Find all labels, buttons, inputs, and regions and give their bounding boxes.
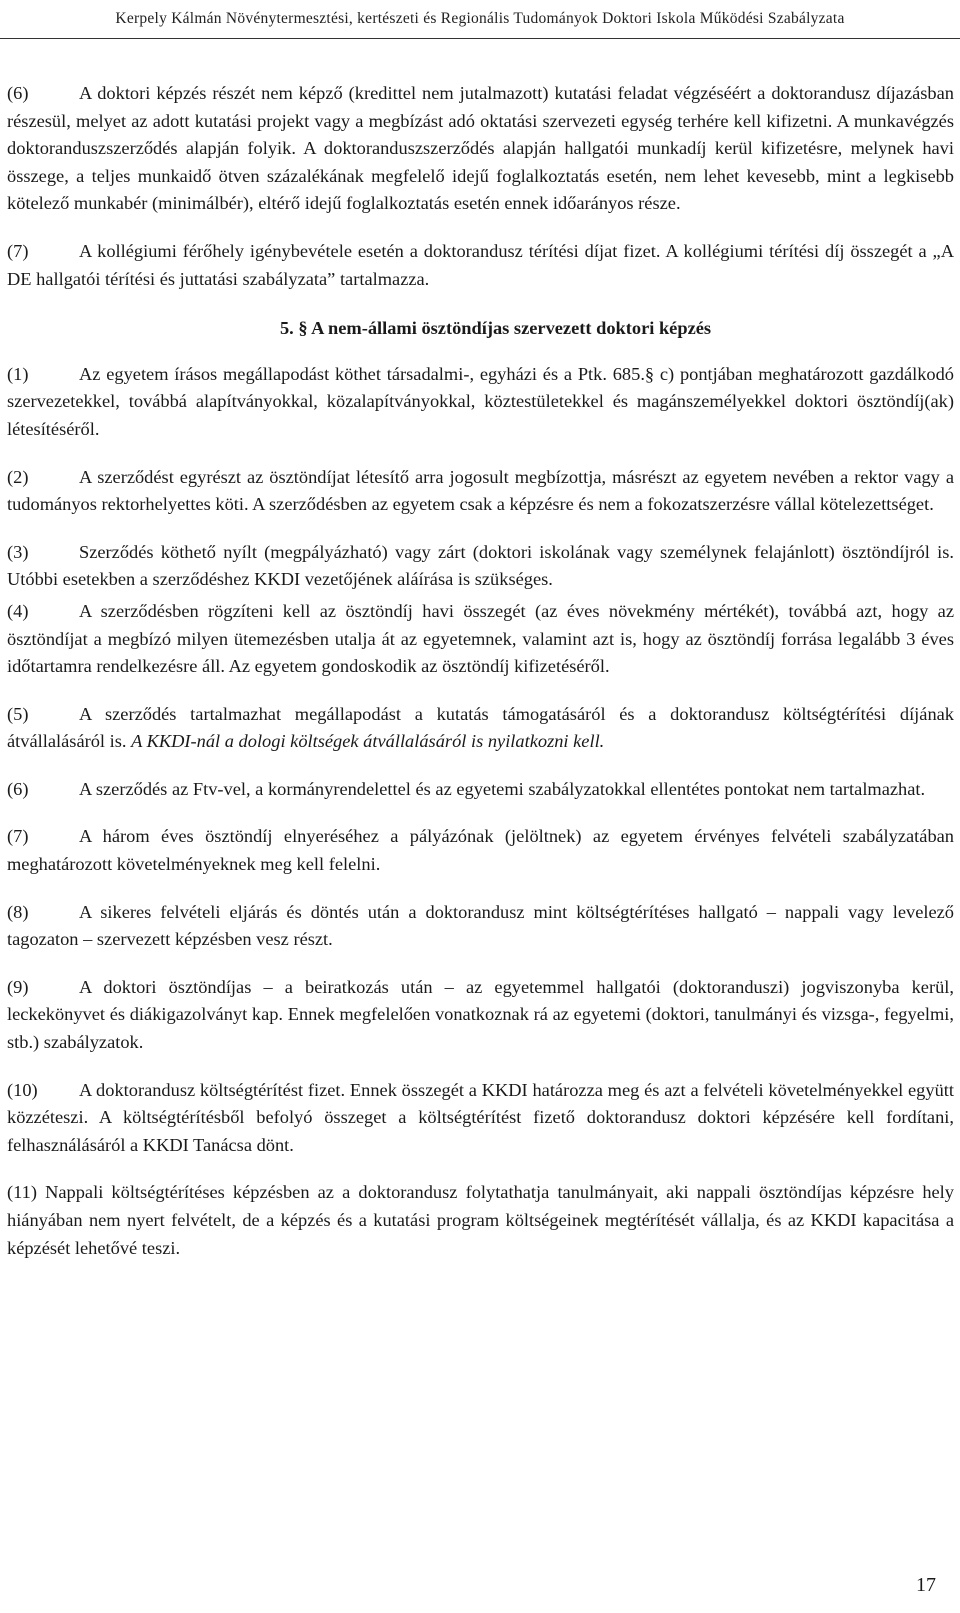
page-number: 17 bbox=[916, 1574, 936, 1596]
paragraph-number: (2) bbox=[7, 466, 29, 487]
paragraph-text: A kollégiumi férőhely igénybevétele esetén a doktorandusz térítési díjat fizet. A kollégiumi térítési díj összegét a „A DE hallgatói térítési és juttatási szabályzata” tartalmazza. bbox=[7, 240, 954, 289]
paragraph-text: A szerződést egyrészt az ösztöndíjat létesítő arra jogosult megbízottja, másrészt az egyetem nevében a rektor vagy a tudományos rektorhelyettes köti. A szerződésben az egyetem csak a képzésre és nem a fokozatszerzésre vállal kötelezettséget. bbox=[7, 466, 954, 515]
paragraph-5-8 bbox=[7, 899, 954, 954]
paragraph-number: (9) bbox=[7, 976, 29, 997]
paragraph-number: (7) bbox=[7, 826, 29, 847]
paragraph-number: (10) bbox=[7, 1079, 38, 1100]
section-heading: 5. § A nem-állami ösztöndíjas szervezett doktori képzés bbox=[279, 318, 712, 339]
running-header: Kerpely Kálmán Növénytermesztési, kertészeti és Regionális Tudományok Doktori Iskola Működési Szabályzata bbox=[115, 10, 845, 27]
paragraph-5-4 bbox=[7, 598, 954, 681]
paragraph-text: A sikeres felvételi eljárás és döntés után a doktorandusz mint költségtérítéses hallgató – nappali vagy levelező tagozaton – szervezett képzésben vesz részt. bbox=[7, 901, 954, 950]
paragraph-number: (3) bbox=[7, 541, 29, 562]
paragraph-number: (6) bbox=[7, 778, 29, 799]
paragraph-text: A doktori ösztöndíjas – a beiratkozás után – az egyetemmel hallgatói (doktoranduszi) jogviszonyba kerül, leckekönyvet és diákigazolványt kap. Ennek megfelelően vonatkoznak rá az egyetemi (doktori, tanulmányi és vizsga-, fegyelmi, stb.) szabályzatok. bbox=[7, 976, 954, 1053]
paragraph-5-2 bbox=[7, 464, 954, 519]
paragraph-4-6 bbox=[7, 80, 954, 218]
paragraph-5-10 bbox=[7, 1077, 954, 1160]
paragraph-number: (1) bbox=[7, 363, 29, 384]
paragraph-text: Szerződés köthető nyílt (megpályázható) vagy zárt (doktori iskolának vagy személynek felajánlott) ösztöndíjról is. Utóbbi esetekben a szerződéshez KKDI vezetőjének aláírása is szükséges. bbox=[7, 541, 954, 590]
paragraph-5-7 bbox=[7, 823, 954, 878]
paragraph-number: (4) bbox=[7, 600, 29, 621]
paragraph-5-11 bbox=[7, 1179, 954, 1262]
paragraph-5-1 bbox=[7, 361, 954, 444]
paragraph-text: A doktori képzés részét nem képző (kredittel nem jutalmazott) kutatási feladat végzéséért a doktorandusz díjazásban részesül, melyet az adott kutatási projekt vagy a megbízást adó oktatási szervezeti egység terhére kell kifizetni. A munkavégzés doktoranduszszerződés alapján folyik. A doktoranduszszerződés alapján hallgatói munkadíj kerül kifizetésre, melynek havi összege, a teljes munkaidő ötven százalékának megfelelő idejű foglalkoztatás esetén, nem lehet kevesebb, mint a legkisebb kötelező munkabér (minimálbér), eltérő idejű foglalkoztatás esetén ennek időarányos része. bbox=[7, 83, 954, 214]
paragraph-text: Az egyetem írásos megállapodást köthet társadalmi-, egyházi és a Ptk. 685.§ c) pontjában meghatározott gazdálkodó szervezetekkel, továbbá alapítványokkal, közalapítványokkal, köztestületekkel és magánszemélyekkel doktori ösztöndíj(ak) létesítéséről. bbox=[7, 363, 954, 439]
paragraph-5-5 bbox=[7, 701, 954, 756]
page-content bbox=[7, 80, 954, 1262]
paragraph-number: (7) bbox=[7, 240, 29, 261]
paragraph-text: A szerződés az Ftv-vel, a kormányrendelettel és az egyetemi szabályzatokkal ellentétes pontokat nem tartalmazhat. bbox=[79, 778, 926, 799]
paragraph-5-6 bbox=[7, 776, 954, 804]
paragraph-number: (6) bbox=[7, 83, 29, 103]
paragraph-text: A szerződés tartalmazhat megállapodást a kutatás támogatásáról és a doktorandusz költségtérítési díjának átvállalásáról is. bbox=[7, 703, 954, 752]
paragraph-number: (8) bbox=[7, 901, 29, 922]
paragraph-number: (11) bbox=[7, 1182, 37, 1203]
paragraph-4-7 bbox=[7, 238, 954, 293]
paragraph-text: A doktorandusz költségtérítést fizet. Ennek összegét a KKDI határozza meg és azt a felvételi követelményekkel együtt közzéteszi. A költségtérítésből befolyó összeget a költségtérítést fizető doktorandusz doktori képzésére kell fordítani, felhasználásáról a KKDI Tanácsa dönt. bbox=[7, 1079, 954, 1155]
paragraph-text: Nappali költségtérítéses képzésben az a doktorandusz folytathatja tanulmányait, aki nappali ösztöndíjas képzésre hely hiányában nem nyert felvételt, de a képzés és a kutatási program költségeinek megtérítését vállalja, és az KKDI kapacitása a képzését lehetővé teszi. bbox=[7, 1182, 954, 1258]
paragraph-5-9 bbox=[7, 974, 954, 1057]
paragraph-text: A szerződésben rögzíteni kell az ösztöndíj havi összegét (az éves növekmény mértékét), továbbá azt, hogy az ösztöndíjat a megbízó milyen ütemezésben utalja át az egyetemnek, valamint azt is, hogy az ösztöndíj forrása legalább 3 éves időtartamra rendelkezésre áll. Az egyetem gondoskodik az ösztöndíj kifizetéséről. bbox=[7, 600, 954, 677]
italic-note: A KKDI-nál a dologi költségek átvállalásáról is nyilatkozni kell. bbox=[131, 731, 605, 752]
paragraph-5-3 bbox=[7, 539, 954, 594]
paragraph-text: A három éves ösztöndíj elnyeréséhez a pályázónak (jelöltnek) az egyetem érvényes felvételi szabályzatában meghatározott követelményeknek meg kell felelni. bbox=[7, 826, 954, 875]
header-rule bbox=[0, 38, 960, 39]
paragraph-number: (5) bbox=[7, 703, 29, 724]
